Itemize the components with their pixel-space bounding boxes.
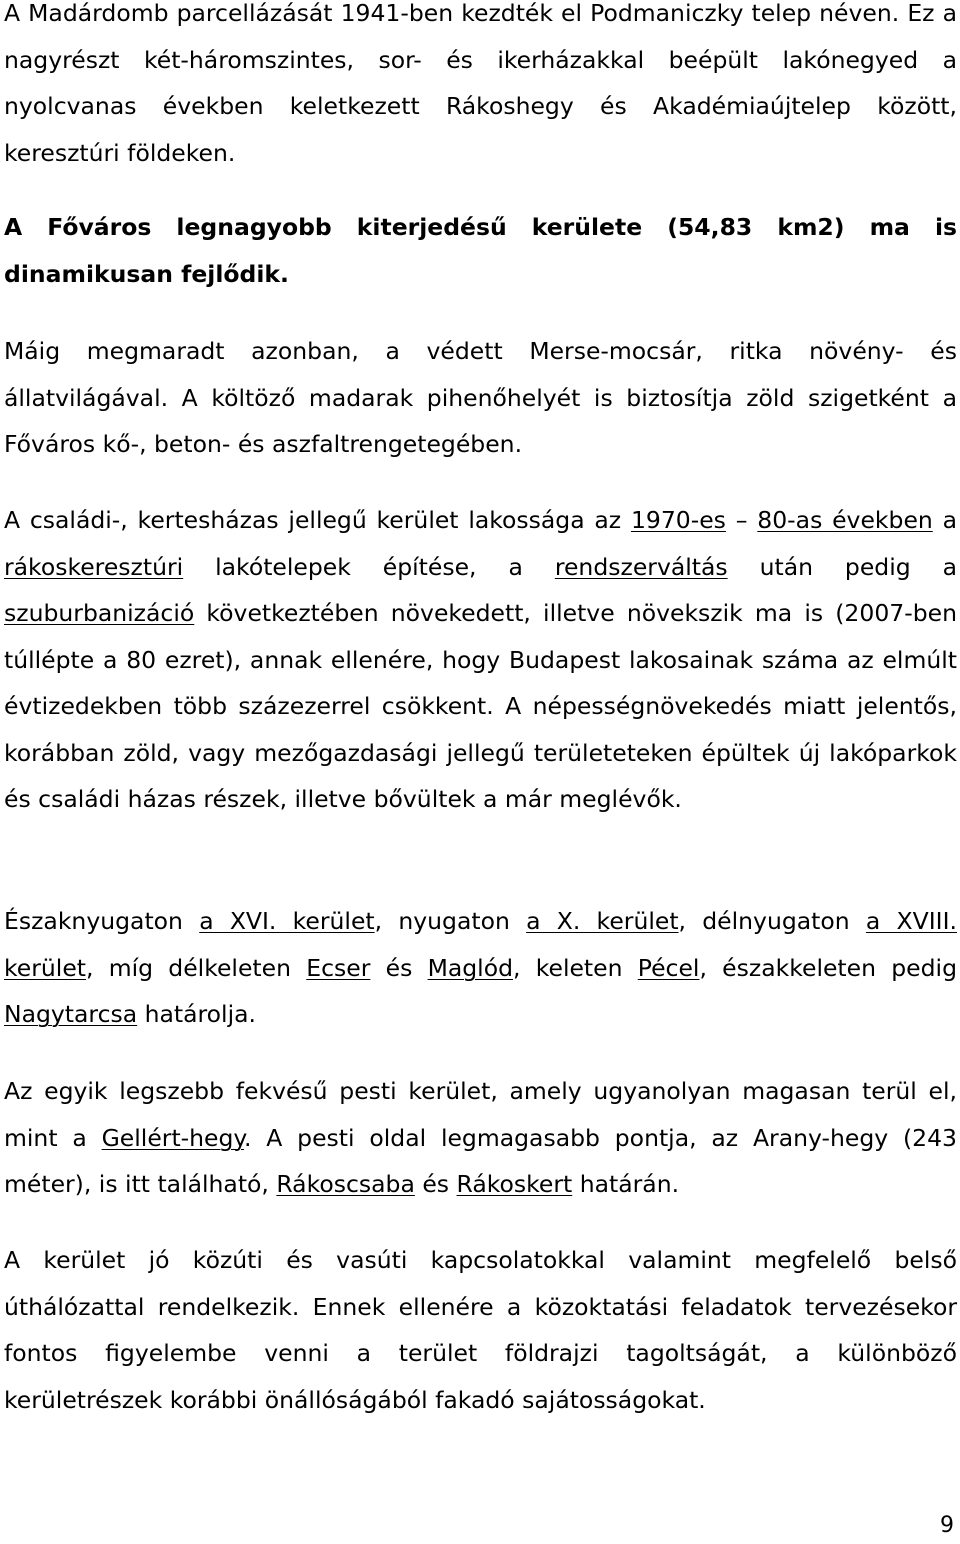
page-number: 9 [940, 1513, 954, 1538]
link-80-as-evekben[interactable]: 80-as években [757, 506, 933, 534]
link-pecel[interactable]: Pécel [637, 953, 700, 982]
link-rakoscsaba[interactable]: Rákoscsaba [276, 1170, 415, 1198]
text-run: Északnyugaton [4, 907, 200, 935]
link-rakoskert[interactable]: Rákoskert [456, 1170, 573, 1198]
text-run: A családi-, kertesházas jellegű kerület lakossága az [4, 506, 631, 534]
text-run: és [414, 1170, 457, 1198]
text-run: , északkeleten pedig [699, 953, 957, 982]
text-run: lakótelepek építése, a [183, 552, 555, 581]
text-run: a [932, 506, 958, 534]
link-xviii-kerulet[interactable]: a XVIII. kerület [4, 907, 957, 982]
text-run: következtében növekedett, illetve növekszik ma is (2007-ben túllépte a 80 ezret), annak ellenére, hogy Budapest lakosainak száma az elmúlt évtizedekben több százezerrel csökkent. A népességnövekedés miatt jelentős, korábban zöld, vagy mezőgazdasági jellegű területeteken épültek új lakóparkok és családi házas részek, illetve bővültek a már meglévők. [4, 599, 957, 813]
text-run: után pedig a [727, 552, 958, 581]
link-nagytarcsa[interactable]: Nagytarcsa [4, 1000, 138, 1028]
link-rendszervaltas[interactable]: rendszerváltás [554, 552, 728, 581]
paragraph-elevation [4, 1068, 957, 1208]
paragraph-borders [4, 898, 957, 1038]
text-run: – [725, 506, 758, 534]
link-gellert-hegy[interactable]: Gellért-hegy [101, 1123, 244, 1152]
link-ecser[interactable]: Ecser [306, 953, 371, 982]
paragraph-madardomb: A Madárdomb parcellázását 1941-ben kezdték el Podmaniczky telep néven. Ez a nagyrészt két-háromszintes, sor- és ikerházakkal beépült lakónegyed a nyolcvanas években keletkezett Rákoshegy és Akadémiaújtelep között, keresztúri földeken. [4, 0, 957, 167]
link-xvi-kerulet[interactable]: a XVI. kerület [199, 907, 375, 935]
text-run: , keleten [513, 953, 638, 982]
link-1970-es[interactable]: 1970-es [630, 506, 726, 534]
text-run: . A pesti oldal legmagasabb pontja, az Arany-hegy (243 méter), is itt található, [4, 1123, 957, 1198]
text-run: és [370, 953, 428, 982]
paragraph-district-size: A Főváros legnagyobb kiterjedésű kerülete (54,83 km2) ma is dinamikusan fejlődik. [4, 213, 957, 288]
text-run: Az egyik legszebb fekvésű pesti kerület, amely ugyanolyan magasan terül el, mint a [4, 1077, 957, 1152]
paragraph-population [4, 497, 957, 823]
link-rakoskereszturi[interactable]: rákoskeresztúri [4, 552, 184, 581]
text-run: , míg délkeleten [86, 953, 307, 982]
paragraph-transport: A kerület jó közúti és vasúti kapcsolatokkal valamint megfelelő belső úthálózattal rendelkezik. Ennek ellenére a közoktatási feladatok tervezésekor fontos figyelembe venni a terület földrajzi tagoltságát, a különböző kerületrészek korábbi önállóságából fakadó sajátosságokat. [4, 1246, 957, 1414]
link-x-kerulet[interactable]: a X. kerület [526, 907, 679, 935]
paragraph-merse-mocsar: Máig megmaradt azonban, a védett Merse-mocsár, ritka növény- és állatvilágával. A költöző madarak pihenőhelyét is biztosítja zöld szigetként a Főváros kő-, beton- és aszfaltrengetegében. [4, 337, 957, 458]
text-run: határán. [572, 1170, 680, 1198]
text-run: , nyugaton [374, 907, 527, 935]
link-maglod[interactable]: Maglód [427, 953, 513, 982]
link-szuburbanizacio[interactable]: szuburbanizáció [4, 599, 195, 627]
text-run: , délnyugaton [678, 907, 866, 935]
text-run: határolja. [137, 1000, 256, 1028]
